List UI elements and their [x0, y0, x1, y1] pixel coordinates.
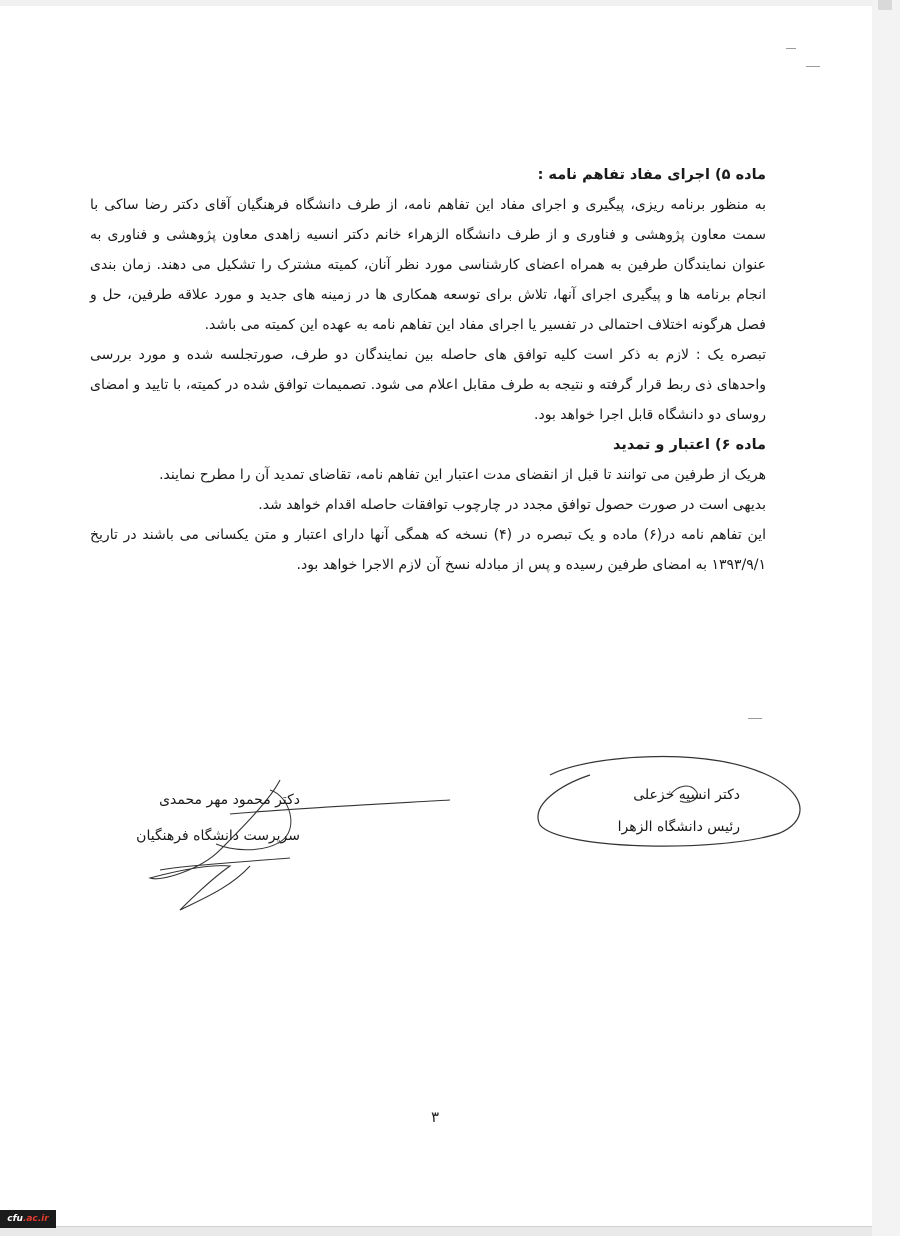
article-6-paragraph-3: این تفاهم نامه در(۶) ماده و یک تبصره در (۴) نسخه که همگی آنها دارای اعتبار و متن یکسانی می باشند در تاریخ ۱۳۹۳/۹/۱ به امضای طرفین رسیده و پس از مبادله نسخ آن لازم الاجرا خواهد بود.	[90, 527, 766, 573]
signatory-left-title: سرپرست دانشگاه فرهنگیان	[136, 828, 300, 844]
signature-block-left	[120, 770, 460, 920]
article-5-paragraph: به منظور برنامه ریزی، پیگیری و اجرای مفاد این تفاهم نامه، از طرف دانشگاه فرهنگیان آقای دکتر رضا ساکی با سمت معاون پژوهشی و فناوری و از طرف دانشگاه الزهراء خانم دکتر انسیه زاهدی معاون پژوهشی و فناوری به عنوان نمایندگان طرفین به همراه اعضای کارشناسی مورد نظر آنان، کمیته مشترک را تشکیل می دهند. زمان بندی انجام برنامه ها و پیگیری اجرای آنها، تلاش برای توسعه همکاری ها در زمینه های جدید و مورد علاقه طرفین، حل و فصل هرگونه اختلاف احتمالی در تفسیر یا اجرای مفاد این تفاهم نامه به عهده این کمیته می باشد.	[90, 197, 766, 333]
document-body	[90, 160, 766, 580]
scan-edge-top	[0, 0, 872, 6]
article-6-heading: ماده ۶) اعتبار و تمدید	[613, 437, 766, 453]
article-6-paragraph-2: بدیهی است در صورت حصول توافق مجدد در چارچوب توافقات حاصله اقدام خواهد شد.	[258, 497, 766, 513]
logo-suffix: .ac.ir	[22, 1214, 49, 1224]
page-number: ۳	[430, 1108, 440, 1126]
cfu-logo	[0, 1210, 56, 1228]
signatory-left-name: دکتر محمود مهر محمدی	[159, 792, 300, 808]
article-5-heading: ماده ۵) اجرای مفاد تفاهم نامه :	[537, 167, 766, 183]
signature-block-right	[520, 745, 810, 855]
scan-speck	[806, 66, 820, 67]
signatory-right-title: رئیس دانشگاه الزهرا	[617, 819, 740, 835]
logo-main: cfu	[7, 1214, 23, 1224]
scan-corner-mark	[878, 0, 892, 10]
scan-speck	[786, 48, 796, 49]
scan-speck	[748, 718, 762, 719]
article-6-paragraph-1: هریک از طرفین می توانند تا قبل از انقضای مدت اعتبار این تفاهم نامه، تقاضای تمدید آن را مطرح نمایند.	[159, 467, 766, 483]
scan-edge-right	[872, 0, 900, 1236]
article-5-note: تبصره یک : لازم به ذکر است کلیه توافق های حاصله بین نمایندگان دو طرف، صورتجلسه شده و مورد بررسی واحدهای ذی ربط قرار گرفته و نتیجه به طرف مقابل اعلام می شود. تصمیمات توافق شده در کمیته، با تایید و امضای روسای دو دانشگاه قابل اجرا خواهد بود.	[90, 347, 766, 423]
signatory-right-name: دکتر انسیه خزعلی	[633, 787, 740, 803]
